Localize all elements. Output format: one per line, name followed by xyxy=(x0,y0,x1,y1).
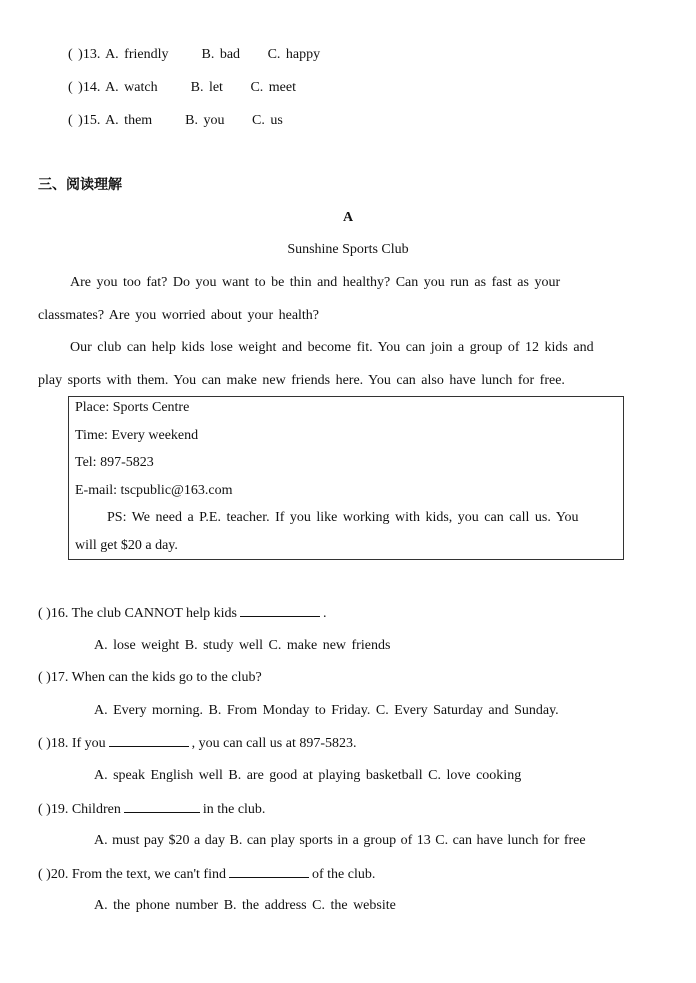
question-18 xyxy=(38,734,357,753)
question-18-options: A. speak English well B. are good at playing basketball C. love cooking xyxy=(94,768,522,783)
question-19 xyxy=(38,800,265,819)
question-stem-end: . xyxy=(322,606,327,621)
option-c: C. us xyxy=(252,113,283,128)
question-stem: ( )18. If you xyxy=(38,736,106,751)
question-stem-end: in the club. xyxy=(202,802,266,817)
passage-title: Sunshine Sports Club xyxy=(287,242,409,257)
question-stem-end: , you can call us at 897-5823. xyxy=(191,736,357,751)
question-14 xyxy=(68,79,296,97)
question-20 xyxy=(38,865,375,884)
option-b: B. bad xyxy=(201,47,241,62)
question-17-options: A. Every morning. B. From Monday to Friday. C. Every Saturday and Sunday. xyxy=(94,703,559,718)
question-16-options: A. lose weight B. study well C. make new friends xyxy=(94,638,391,653)
option-c: C. meet xyxy=(250,80,296,95)
info-tel: Tel: 897-5823 xyxy=(75,455,154,470)
paragraph-1-line-2: classmates? Are you worried about your health? xyxy=(38,308,320,323)
answer-blank xyxy=(109,734,189,747)
info-ps-line-2: will get $20 a day. xyxy=(75,538,178,553)
info-place: Place: Sports Centre xyxy=(75,400,190,415)
info-email: E-mail: tscpublic@163.com xyxy=(75,483,233,498)
question-16 xyxy=(38,604,326,623)
question-stem: ( )20. From the text, we can't find xyxy=(38,867,226,882)
info-box xyxy=(68,396,624,560)
answer-blank xyxy=(240,604,320,617)
option-a: A. friendly xyxy=(105,47,169,62)
option-c: C. happy xyxy=(267,47,321,62)
option-a: A. them xyxy=(105,113,153,128)
question-13 xyxy=(68,46,320,64)
info-time: Time: Every weekend xyxy=(75,428,199,443)
question-stem: ( )19. Children xyxy=(38,802,121,817)
question-stem-end: of the club. xyxy=(311,867,376,882)
question-stem: ( )17. When can the kids go to the club? xyxy=(38,670,262,685)
question-number: 13. xyxy=(82,47,101,62)
question-19-options: A. must pay $20 a day B. can play sports in a group of 13 C. can have lunch for free xyxy=(94,833,586,848)
option-b: B. you xyxy=(185,113,225,128)
question-20-options: A. the phone number B. the address C. the website xyxy=(94,898,396,913)
option-a: A. watch xyxy=(105,80,158,95)
question-number: 14. xyxy=(82,80,101,95)
answer-paren: ( ) xyxy=(68,47,83,62)
passage-label: A xyxy=(342,210,354,225)
info-ps-line-1: PS: We need a P.E. teacher. If you like working with kids, you can call us. You xyxy=(107,510,579,525)
answer-paren: ( ) xyxy=(68,80,83,95)
question-15 xyxy=(68,112,283,130)
answer-blank xyxy=(229,865,309,878)
answer-blank xyxy=(124,800,200,813)
question-number: 15. xyxy=(82,113,101,128)
paragraph-2-line-1: Our club can help kids lose weight and become fit. You can join a group of 12 kids and xyxy=(70,340,594,355)
question-stem: ( )16. The club CANNOT help kids xyxy=(38,606,237,621)
answer-paren: ( ) xyxy=(68,113,83,128)
paragraph-1-line-1: Are you too fat? Do you want to be thin and healthy? Can you run as fast as your xyxy=(70,275,561,290)
option-b: B. let xyxy=(190,80,223,95)
section-heading: 三、阅读理解 xyxy=(38,177,122,193)
question-17 xyxy=(38,669,262,687)
paragraph-2-line-2: play sports with them. You can make new friends here. You can also have lunch for free. xyxy=(38,373,565,388)
